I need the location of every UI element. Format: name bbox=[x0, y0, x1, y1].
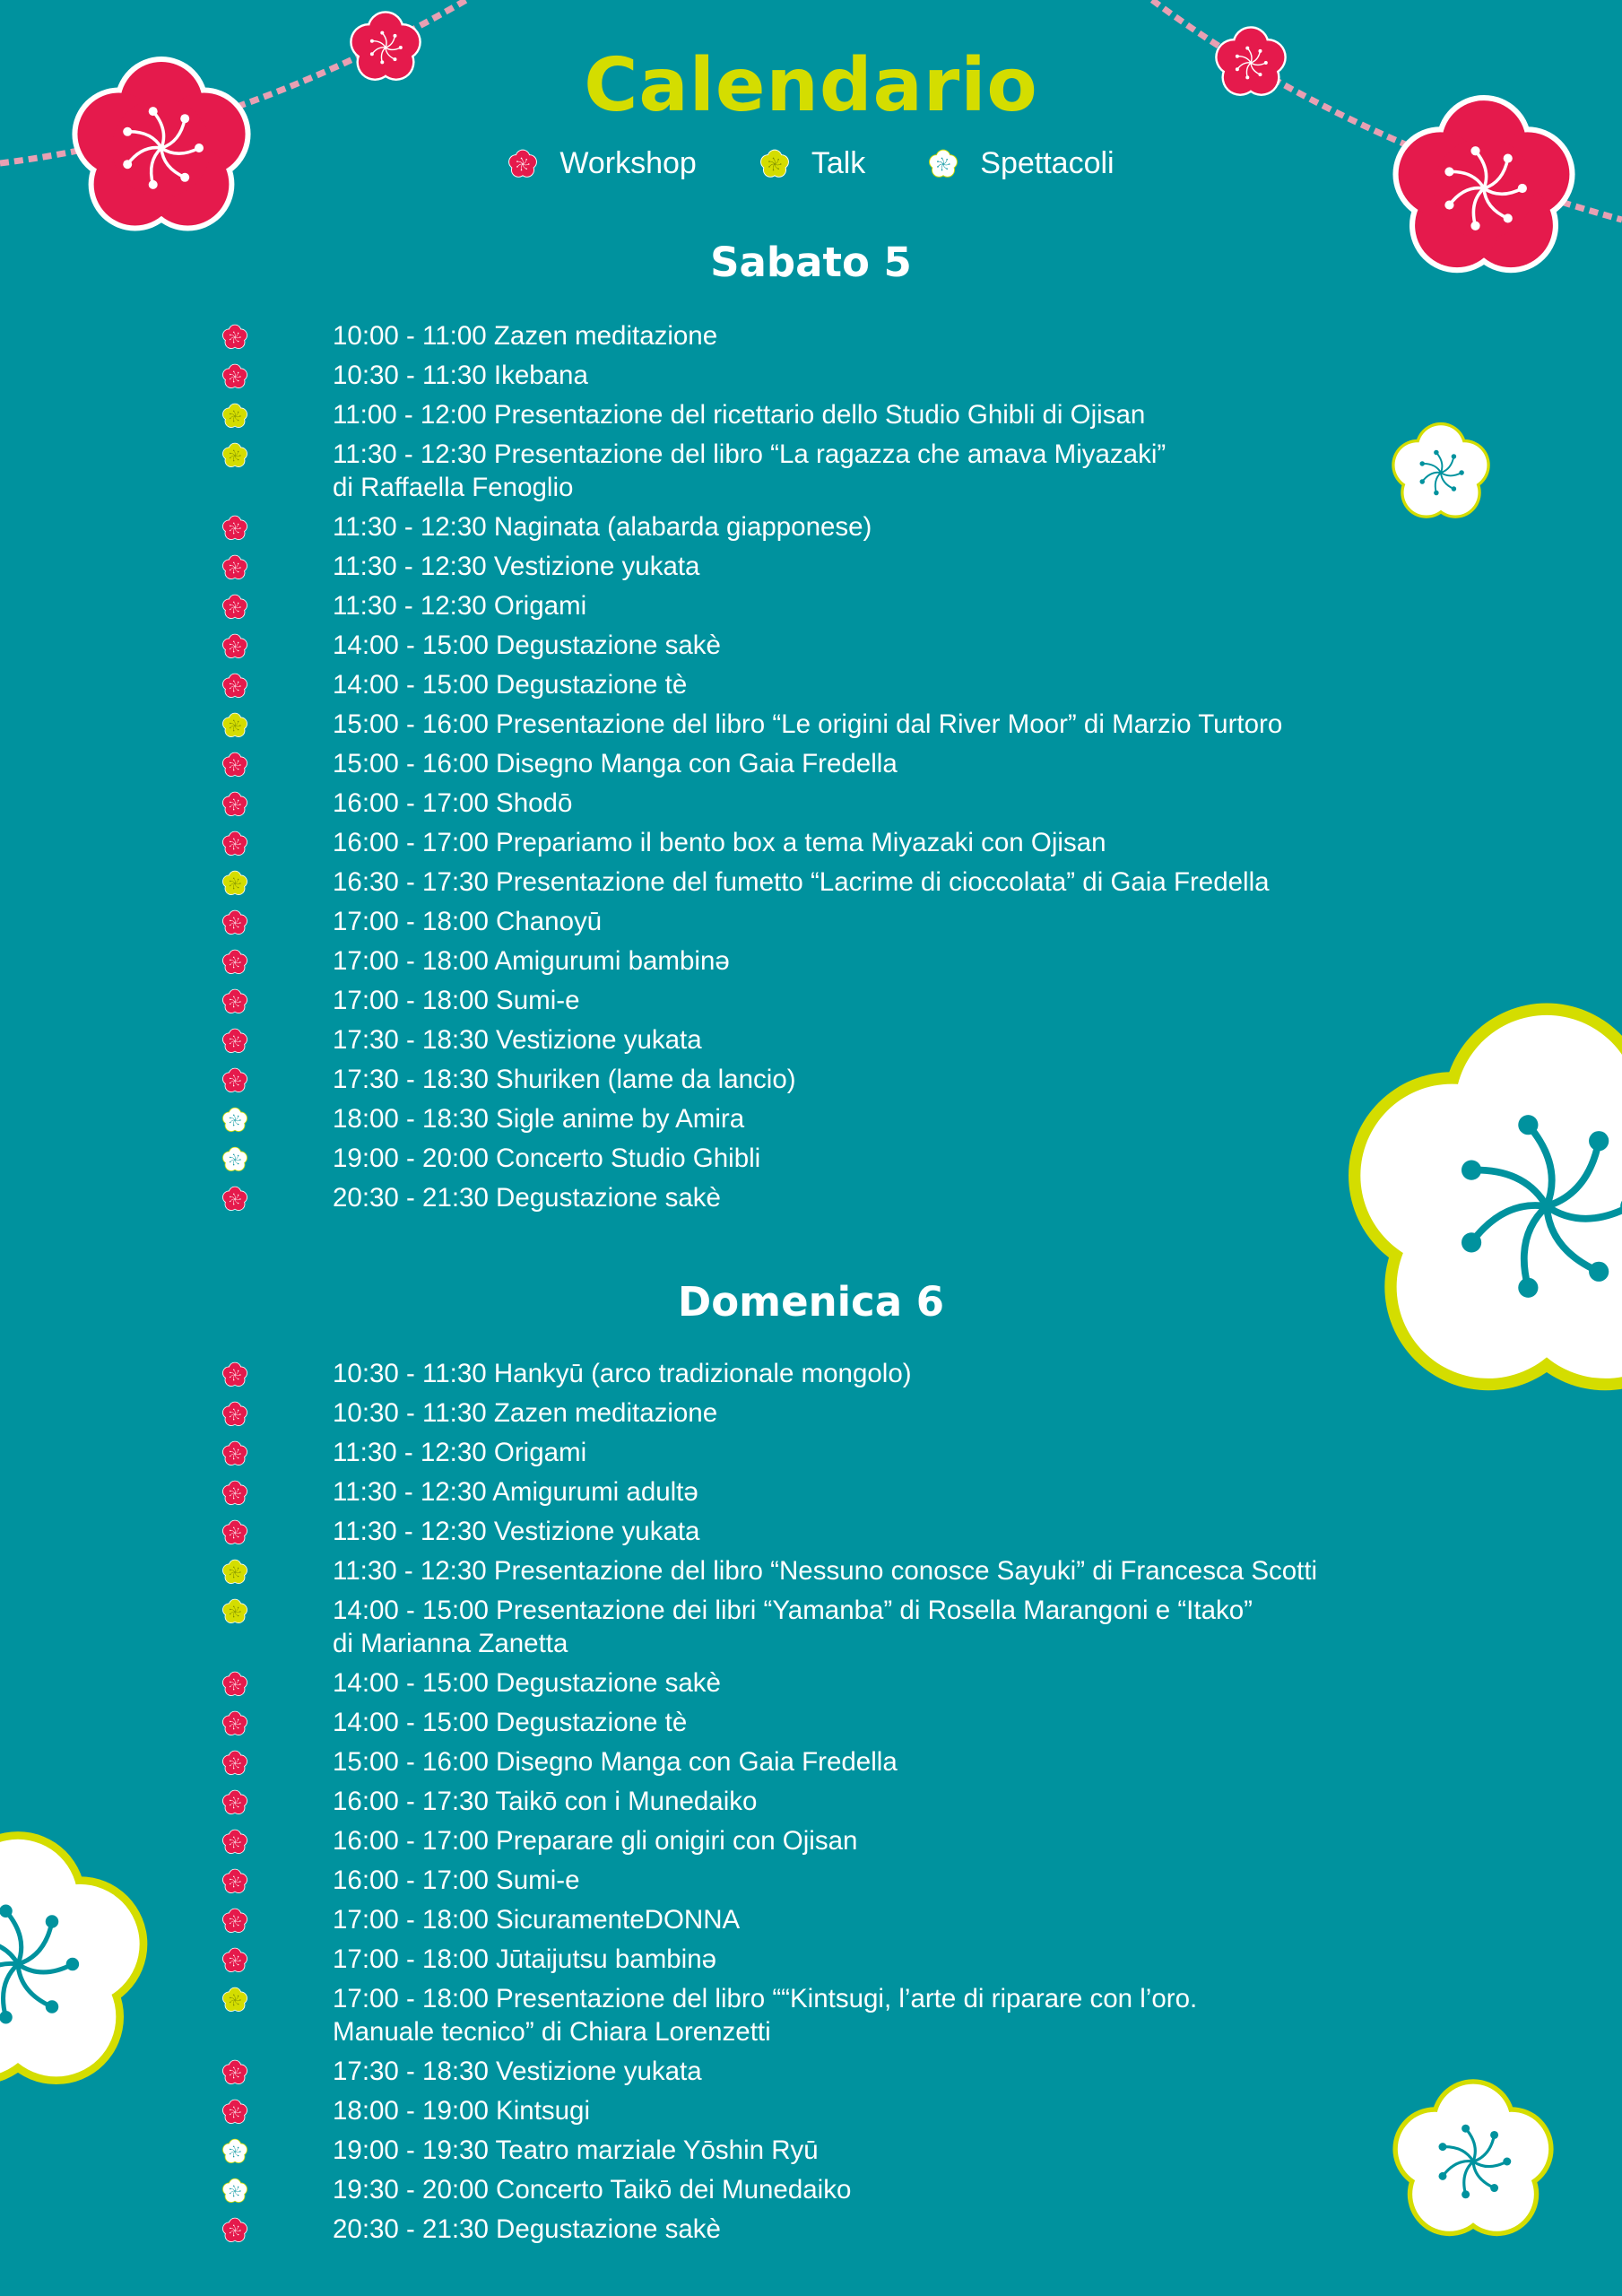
workshop-flower-icon bbox=[221, 2059, 248, 2086]
event-text: 18:00 - 19:00 Kintsugi bbox=[333, 2096, 591, 2126]
workshop-flower-icon bbox=[221, 909, 248, 936]
legend-label: Talk bbox=[811, 146, 866, 180]
event-item bbox=[0, 2094, 1622, 2134]
talk-flower-icon bbox=[221, 1598, 248, 1625]
show-flower-icon bbox=[221, 2138, 248, 2165]
event-item bbox=[0, 1396, 1622, 1436]
event-text: 16:00 - 17:30 Taikō con i Munedaiko bbox=[333, 1787, 758, 1816]
event-text: 14:00 - 15:00 Degustazione sakè bbox=[333, 1668, 721, 1698]
event-text: 11:30 - 12:30 Presentazione del libro “Nessuno conosce Sayuki” di Francesca Scotti bbox=[333, 1556, 1318, 1586]
event-text: 15:00 - 16:00 Presentazione del libro “Le origini dal River Moor” di Marzio Turtoro bbox=[333, 709, 1283, 739]
event-item bbox=[0, 944, 1622, 984]
show-flower-icon bbox=[928, 149, 958, 179]
event-item bbox=[0, 319, 1622, 359]
legend-item-talk bbox=[759, 146, 865, 181]
event-text: 15:00 - 16:00 Disegno Manga con Gaia Fredella bbox=[333, 749, 898, 778]
workshop-flower-icon bbox=[221, 554, 248, 581]
event-item bbox=[0, 747, 1622, 787]
event-text: 16:00 - 17:00 Preparare gli onigiri con Ojisan bbox=[333, 1826, 858, 1856]
event-text: 11:30 - 12:30 Presentazione del libro “La ragazza che amava Miyazaki” di Raffaella Fenoglio bbox=[333, 439, 1167, 502]
legend-label: Workshop bbox=[559, 146, 697, 180]
event-item bbox=[0, 510, 1622, 550]
workshop-flower-icon bbox=[221, 2099, 248, 2126]
show-flower-icon bbox=[221, 1107, 248, 1134]
workshop-flower-icon bbox=[221, 1067, 248, 1094]
event-text: 19:00 - 19:30 Teatro marziale Yōshin Ryū bbox=[333, 2135, 819, 2165]
event-text: 11:00 - 12:00 Presentazione del ricettario dello Studio Ghibli di Ojisan bbox=[333, 400, 1146, 430]
workshop-flower-icon bbox=[221, 949, 248, 976]
event-text: 14:00 - 15:00 Degustazione sakè bbox=[333, 631, 721, 660]
event-item bbox=[0, 826, 1622, 865]
workshop-flower-icon bbox=[221, 1710, 248, 1737]
workshop-flower-icon bbox=[221, 594, 248, 621]
event-text: 19:30 - 20:00 Concerto Taikō dei Munedaiko bbox=[333, 2175, 852, 2205]
event-item bbox=[0, 550, 1622, 589]
workshop-flower-icon bbox=[221, 831, 248, 857]
event-item bbox=[0, 398, 1622, 438]
event-text: 17:00 - 18:00 Chanoyū bbox=[333, 907, 603, 936]
page-title: Calendario bbox=[584, 43, 1038, 128]
event-item bbox=[0, 1102, 1622, 1142]
event-list-sabato bbox=[0, 319, 1622, 1221]
event-item bbox=[0, 708, 1622, 747]
talk-flower-icon bbox=[221, 1559, 248, 1586]
event-text: 11:30 - 12:30 Origami bbox=[333, 1438, 587, 1467]
event-text: 16:30 - 17:30 Presentazione del fumetto “Lacrime di cioccolata” di Gaia Fredella bbox=[333, 867, 1270, 897]
event-text: 11:30 - 12:30 Amigurumi adultə bbox=[333, 1477, 698, 1507]
workshop-flower-icon bbox=[221, 1829, 248, 1856]
workshop-flower-icon bbox=[221, 324, 248, 351]
workshop-flower-icon bbox=[221, 1908, 248, 1935]
event-item bbox=[0, 629, 1622, 668]
show-flower-icon bbox=[221, 1146, 248, 1173]
workshop-flower-icon bbox=[221, 363, 248, 390]
event-item bbox=[0, 1666, 1622, 1706]
event-text: 10:30 - 11:30 Ikebana bbox=[333, 361, 588, 390]
event-item bbox=[0, 2134, 1622, 2173]
event-item bbox=[0, 1357, 1622, 1396]
event-text: 17:00 - 18:00 Amigurumi bambinə bbox=[333, 946, 730, 976]
talk-flower-icon bbox=[221, 403, 248, 430]
event-text: 11:30 - 12:30 Vestizione yukata bbox=[333, 552, 700, 581]
event-text: 17:30 - 18:30 Vestizione yukata bbox=[333, 1025, 702, 1055]
talk-flower-icon bbox=[759, 149, 790, 179]
workshop-flower-icon bbox=[221, 673, 248, 700]
event-item bbox=[0, 1982, 1622, 2055]
event-text: 11:30 - 12:30 Vestizione yukata bbox=[333, 1517, 700, 1546]
event-item bbox=[0, 1594, 1622, 1666]
event-text: 14:00 - 15:00 Presentazione dei libri “Yamanba” di Rosella Marangoni e “Itako” di Marianna Zanetta bbox=[333, 1596, 1253, 1658]
event-text: 10:00 - 11:00 Zazen meditazione bbox=[333, 321, 718, 351]
workshop-flower-icon bbox=[221, 1868, 248, 1895]
event-item bbox=[0, 1023, 1622, 1063]
day-title-domenica: Domenica 6 bbox=[677, 1278, 945, 1326]
event-item bbox=[0, 589, 1622, 629]
workshop-flower-icon bbox=[221, 1440, 248, 1467]
event-item bbox=[0, 438, 1622, 510]
legend-item-spettacoli bbox=[928, 146, 1114, 181]
talk-flower-icon bbox=[221, 870, 248, 897]
event-item bbox=[0, 1475, 1622, 1515]
talk-flower-icon bbox=[221, 442, 248, 469]
legend bbox=[0, 146, 1622, 181]
workshop-flower-icon bbox=[221, 1186, 248, 1213]
workshop-flower-icon bbox=[221, 1480, 248, 1507]
workshop-flower-icon bbox=[221, 1519, 248, 1546]
workshop-flower-icon bbox=[221, 1401, 248, 1428]
event-item bbox=[0, 1515, 1622, 1554]
event-item bbox=[0, 2213, 1622, 2252]
event-item bbox=[0, 1864, 1622, 1903]
event-text: 10:30 - 11:30 Hankyū (arco tradizionale mongolo) bbox=[333, 1359, 912, 1388]
workshop-flower-icon bbox=[221, 1028, 248, 1055]
workshop-flower-icon bbox=[221, 988, 248, 1015]
talk-flower-icon bbox=[221, 1987, 248, 2013]
event-item bbox=[0, 1181, 1622, 1221]
workshop-flower-icon bbox=[221, 1750, 248, 1777]
event-text: 17:30 - 18:30 Vestizione yukata bbox=[333, 2057, 702, 2086]
event-item bbox=[0, 1824, 1622, 1864]
event-item bbox=[0, 865, 1622, 905]
event-text: 11:30 - 12:30 Origami bbox=[333, 591, 587, 621]
event-item bbox=[0, 905, 1622, 944]
event-text: 17:00 - 18:00 Sumi-e bbox=[333, 986, 580, 1015]
talk-flower-icon bbox=[221, 712, 248, 739]
event-item bbox=[0, 1706, 1622, 1745]
event-text: 17:00 - 18:00 Jūtaijutsu bambinə bbox=[333, 1944, 717, 1974]
event-item bbox=[0, 1063, 1622, 1102]
workshop-flower-icon bbox=[221, 1361, 248, 1388]
event-item bbox=[0, 668, 1622, 708]
event-item bbox=[0, 1903, 1622, 1943]
workshop-flower-icon bbox=[221, 791, 248, 818]
event-item bbox=[0, 984, 1622, 1023]
event-text: 11:30 - 12:30 Naginata (alabarda giapponese) bbox=[333, 512, 872, 542]
workshop-flower-icon bbox=[221, 2217, 248, 2244]
workshop-flower-icon bbox=[221, 1947, 248, 1974]
workshop-flower-icon bbox=[221, 1789, 248, 1816]
event-text: 17:00 - 18:00 SicuramenteDONNA bbox=[333, 1905, 741, 1935]
workshop-flower-icon bbox=[221, 515, 248, 542]
workshop-flower-icon bbox=[221, 1671, 248, 1698]
event-text: 10:30 - 11:30 Zazen meditazione bbox=[333, 1398, 718, 1428]
event-item bbox=[0, 1142, 1622, 1181]
workshop-flower-icon bbox=[221, 752, 248, 778]
event-text: 20:30 - 21:30 Degustazione sakè bbox=[333, 1183, 721, 1213]
event-item bbox=[0, 2173, 1622, 2213]
event-item bbox=[0, 1745, 1622, 1785]
day-title-sabato: Sabato 5 bbox=[710, 239, 912, 286]
event-list-domenica bbox=[0, 1357, 1622, 2252]
event-text: 16:00 - 17:00 Prepariamo il bento box a tema Miyazaki con Ojisan bbox=[333, 828, 1106, 857]
legend-label: Spettacoli bbox=[980, 146, 1115, 180]
event-text: 16:00 - 17:00 Sumi-e bbox=[333, 1866, 580, 1895]
event-text: 19:00 - 20:00 Concerto Studio Ghibli bbox=[333, 1144, 761, 1173]
event-item bbox=[0, 1554, 1622, 1594]
event-text: 17:30 - 18:30 Shuriken (lame da lancio) bbox=[333, 1065, 796, 1094]
legend-item-workshop bbox=[507, 146, 696, 181]
event-item bbox=[0, 1943, 1622, 1982]
event-item bbox=[0, 2055, 1622, 2094]
event-text: 14:00 - 15:00 Degustazione tè bbox=[333, 1708, 688, 1737]
event-item bbox=[0, 1436, 1622, 1475]
event-text: 16:00 - 17:00 Shodō bbox=[333, 788, 573, 818]
event-text: 20:30 - 21:30 Degustazione sakè bbox=[333, 2214, 721, 2244]
event-item bbox=[0, 787, 1622, 826]
event-item bbox=[0, 1785, 1622, 1824]
event-text: 14:00 - 15:00 Degustazione tè bbox=[333, 670, 688, 700]
workshop-flower-icon bbox=[507, 149, 538, 179]
event-text: 17:00 - 18:00 Presentazione del libro ““Kintsugi, l’arte di riparare con l’oro. Manuale tecnico” di Chiara Lorenzetti bbox=[333, 1984, 1198, 2047]
event-text: 18:00 - 18:30 Sigle anime by Amira bbox=[333, 1104, 745, 1134]
event-text: 15:00 - 16:00 Disegno Manga con Gaia Fredella bbox=[333, 1747, 898, 1777]
event-item bbox=[0, 359, 1622, 398]
show-flower-icon bbox=[221, 2178, 248, 2205]
workshop-flower-icon bbox=[221, 633, 248, 660]
